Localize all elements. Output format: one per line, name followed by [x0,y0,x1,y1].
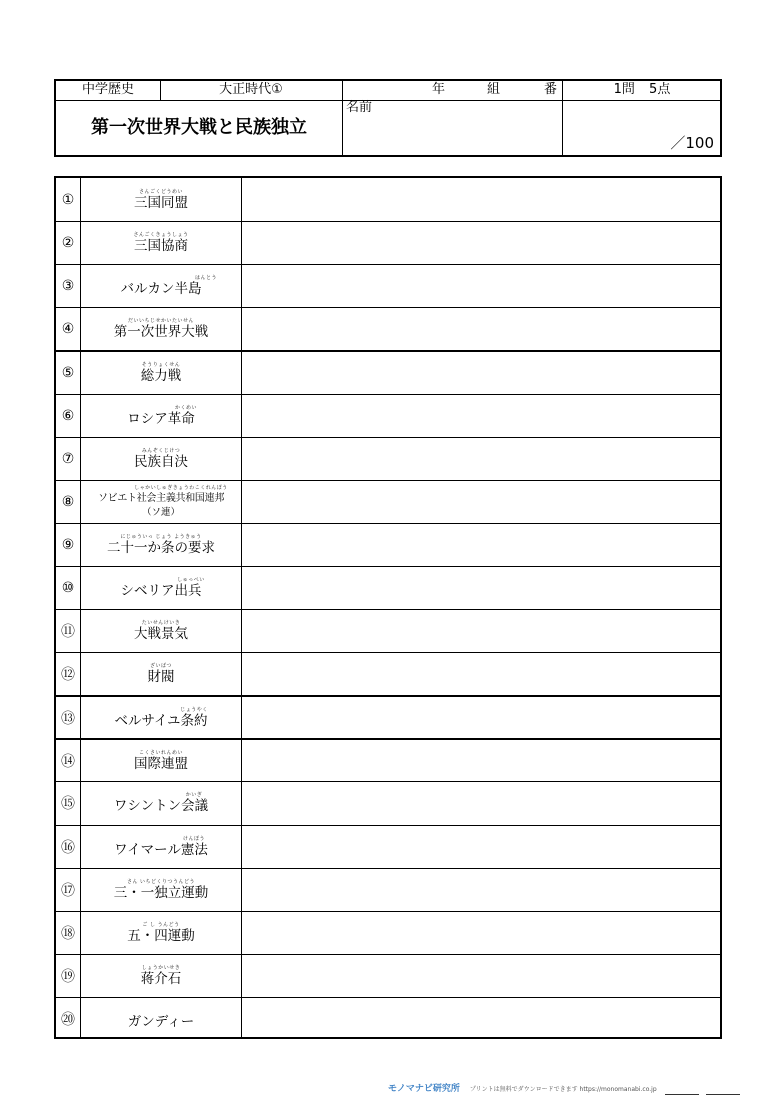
term-label: 五・四運動 [127,927,195,944]
answer-cell[interactable] [241,481,720,523]
term-label: 第一次世界大戦 [113,324,209,341]
table-row [56,566,720,609]
term-cell [81,955,241,997]
footer [388,1082,774,1096]
table-row [56,480,720,523]
table-row [56,911,720,954]
answer-cell[interactable] [241,826,720,868]
footer-link[interactable] [665,1085,699,1095]
terms-table [54,176,722,1039]
class-number-field [342,81,562,100]
column-divider [241,178,242,1037]
term-label: 三・一独立運動 [113,884,209,901]
term-label: バルカン半島 [120,281,202,298]
term-cell [81,352,241,393]
answer-cell[interactable] [241,395,720,437]
question-number: ⑬ [61,710,75,727]
answer-cell[interactable] [241,869,720,911]
question-number: ④ [61,321,75,338]
term-cell [81,265,241,307]
footer-text: プリントは無料でダウンロードできます https://monomanabi.co.jp [469,1086,657,1093]
term-label: ロシア革命 [127,410,195,427]
table-row [56,868,720,911]
furigana: はんとう [194,275,217,282]
furigana: さんごくどうめい [138,188,183,195]
table-row [56,652,720,695]
term-label: 大戦景気 [134,626,188,643]
term-cell [81,782,241,824]
score-total: ／100 [670,134,714,152]
answer-cell[interactable] [241,912,720,954]
answer-cell[interactable] [241,782,720,824]
table-row [56,695,720,738]
answer-cell[interactable] [241,998,720,1040]
furigana: こくさいれんめい [138,749,183,756]
term-label: 民族自決 [134,453,188,470]
table-row [56,307,720,350]
term-label: ガンディー [127,1013,195,1030]
page-title: 第一次世界大戦と民族独立 [91,117,307,138]
question-number: ③ [61,278,75,295]
answer-cell[interactable] [241,438,720,480]
question-number: ⑩ [61,579,75,596]
table-row [56,954,720,997]
number-label: 番 [544,82,558,97]
term-cell [81,912,241,954]
table-row [56,350,720,393]
column-divider [80,178,81,1037]
question-number: ⑯ [61,839,75,856]
answer-cell[interactable] [241,697,720,738]
table-row [56,609,720,652]
term-label: 総力戦 [140,367,182,384]
table-row [56,781,720,824]
term-cell [81,697,241,738]
period-label: 大正時代① [219,82,283,97]
table-row [56,437,720,480]
furigana: かいぎ [185,792,203,799]
table-row [56,394,720,437]
answer-cell[interactable] [241,265,720,307]
answer-cell[interactable] [241,178,720,221]
table-row [56,264,720,307]
term-cell [81,308,241,350]
answer-cell[interactable] [241,653,720,695]
term-cell [81,178,241,221]
term-cell [81,869,241,911]
table-row [56,997,720,1040]
answer-cell[interactable] [241,567,720,609]
answer-cell[interactable] [241,222,720,264]
term-cell [81,610,241,652]
term-sublabel: （ソ連） [141,506,180,518]
table-row [56,738,720,781]
term-cell [81,222,241,264]
question-number: ⑧ [61,493,75,510]
furigana: にじゅういっ じょう ようきゅう [120,533,202,540]
furigana: けんぽう [182,835,205,842]
term-cell [81,826,241,868]
term-cell [81,524,241,566]
answer-cell[interactable] [241,610,720,652]
name-field-label: 名前 [346,100,373,115]
term-label: ワシントン会議 [113,798,209,815]
term-cell [81,395,241,437]
term-label: 財閥 [147,669,175,686]
furigana: そうりょくせん [141,361,181,368]
question-number: ⑭ [61,753,75,770]
term-cell [81,438,241,480]
table-row [56,178,720,221]
question-number: ⑦ [61,450,75,467]
subject-label: 中学歴史 [81,82,134,97]
furigana: さんごくきょうしょう [133,232,189,239]
furigana: しゃかいしゅぎきょうわこくれんぽう [134,484,228,491]
furigana: しょうかいせき [141,964,181,971]
term-label: 蒋介石 [140,970,182,987]
table-row [56,523,720,566]
question-number: ⑱ [61,925,75,942]
year-label: 年 [432,82,446,97]
term-label: シベリア出兵 [120,582,202,599]
furigana: じょうやく [180,706,208,713]
answer-cell[interactable] [241,955,720,997]
term-label: ワイマール憲法 [114,841,208,858]
furigana: かくめい [174,404,197,411]
points-per-question: 1問 5点 [613,82,671,97]
question-number: ⑨ [61,536,75,553]
table-row [56,825,720,868]
term-cell [81,653,241,695]
term-label: 国際連盟 [134,755,188,772]
question-number: ② [61,235,75,252]
footer-logo: モノマナビ研究所 [388,1084,460,1094]
question-number: ⑤ [61,364,75,381]
question-number: ⑫ [61,667,75,684]
answer-cell[interactable] [241,308,720,350]
worksheet-header [54,79,722,157]
question-number: ⑥ [61,407,75,424]
term-label: 二十一か条の要求 [107,539,215,556]
class-label: 組 [487,82,501,97]
term-cell [81,481,241,523]
answer-cell[interactable] [241,740,720,781]
question-number: ⑳ [61,1011,75,1028]
term-label: ソビエト社会主義共和国連邦 [97,492,225,504]
furigana: しゅっぺい [177,576,205,583]
question-number: ⑮ [61,796,75,813]
table-row [56,221,720,264]
term-label: ベルサイユ条約 [114,712,208,729]
furigana: たいせんけいき [141,620,181,627]
term-cell [81,740,241,781]
furigana: ざいばつ [149,663,172,670]
answer-cell[interactable] [241,352,720,393]
question-number: ① [61,191,75,208]
question-number: ⑰ [61,882,75,899]
question-number: ⑲ [61,968,75,985]
answer-cell[interactable] [241,524,720,566]
furigana: さん いちどくりつうんどう [126,878,196,885]
question-number: ⑪ [61,624,75,641]
term-cell [81,567,241,609]
term-label: 三国協商 [134,238,188,255]
furigana: ご し うんどう [142,921,180,928]
furigana: だいいちじせかいたいせん [127,318,194,325]
footer-link[interactable] [706,1085,740,1095]
furigana: みんぞくじけつ [141,447,181,454]
term-label: 三国同盟 [134,194,188,211]
term-cell [81,998,241,1040]
